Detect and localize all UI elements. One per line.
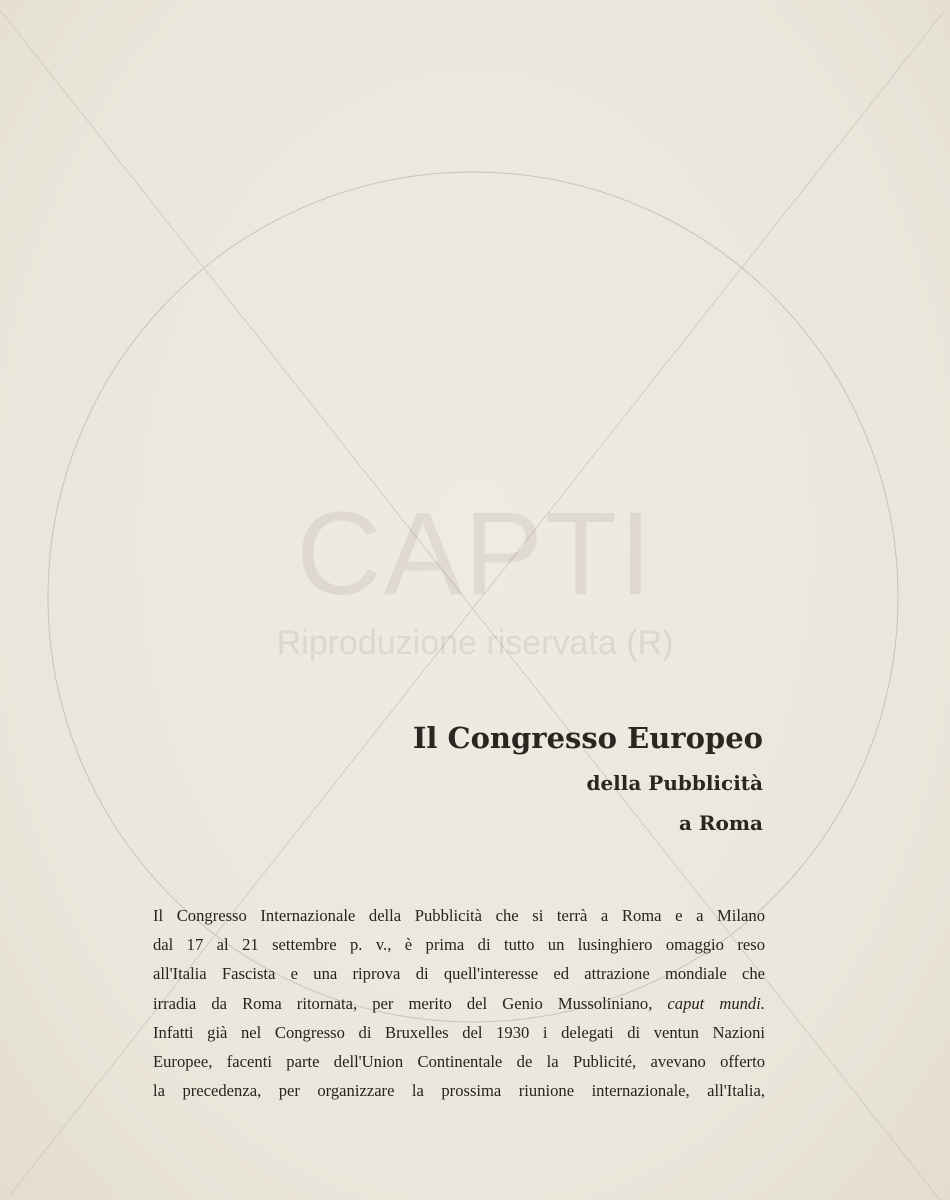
- body-line-text: irradia da Roma ritornata, per merito del Genio Mussoliniano,: [153, 993, 653, 1013]
- body-line: Il Congresso Internazionale della Pubblicità che si terrà a Roma e a Milano: [153, 906, 765, 925]
- body-line: all'Italia Fascista e una riprova di quell'interesse ed attrazione mondiale che: [153, 964, 765, 984]
- body-line: dal 17 al 21 settembre p. v., è prima di tutto un lusinghiero omaggio reso: [153, 935, 765, 955]
- watermark-caption: Riproduzione riservata (R): [276, 624, 674, 662]
- article-title: [413, 718, 763, 842]
- body-line: Europee, facenti parte dell'Union Continentale de la Publicité, avevano offerto: [153, 1052, 765, 1072]
- title-line-3: a Roma: [678, 811, 763, 835]
- title-line-2: della Pubblicità: [586, 771, 763, 795]
- body-line: la precedenza, per organizzare la prossima riunione internazionale, all'Italia,: [153, 1081, 765, 1101]
- watermark-logo: CAPTI: [296, 488, 654, 620]
- article-body: [153, 901, 765, 1105]
- italic-emphasis: caput mundi.: [667, 993, 765, 1013]
- title-line-1: Il Congresso Europeo: [412, 721, 763, 755]
- body-line: [153, 989, 765, 1018]
- body-line: Infatti già nel Congresso di Bruxelles del 1930 i delegati di ventun Nazioni: [153, 1022, 765, 1042]
